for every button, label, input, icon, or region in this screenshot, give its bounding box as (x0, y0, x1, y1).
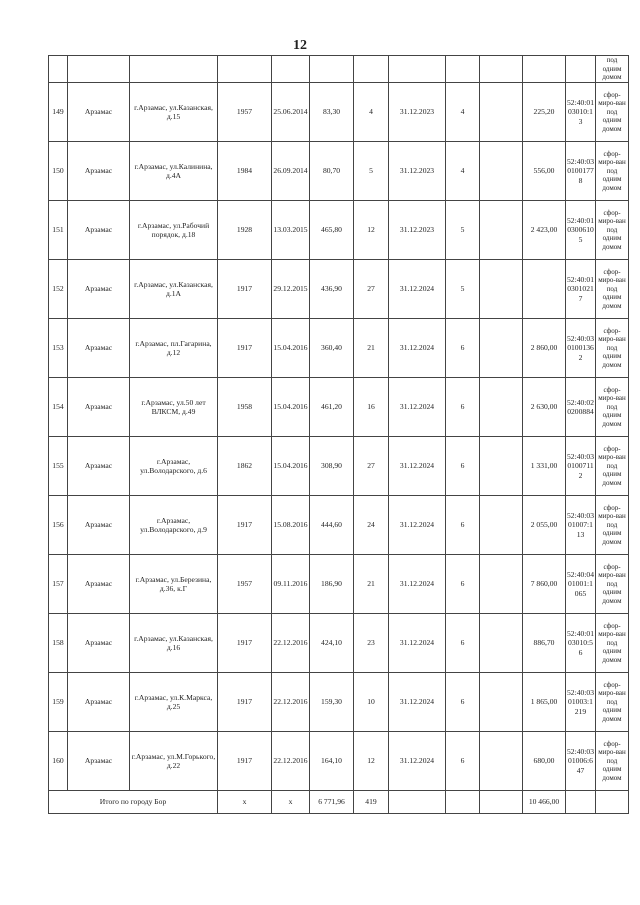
cell-year: 1862 (218, 437, 272, 496)
cell-extra (480, 673, 523, 732)
cell-year: 1917 (218, 319, 272, 378)
cell-cadastral: 52:40:0401001:1065 (566, 555, 596, 614)
continued-row (49, 56, 629, 83)
cell-place: Арзамас (68, 83, 130, 142)
cell-cadastral: 52:40:0103006105 (566, 201, 596, 260)
cell-cadastral: 52:40:0103010:56 (566, 614, 596, 673)
cell-stage: 5 (446, 260, 480, 319)
total-cadastral (566, 791, 596, 814)
cell-place: Арзамас (68, 555, 130, 614)
cell-residents (354, 56, 389, 83)
registry-body (49, 56, 629, 791)
cell-extra (480, 732, 523, 791)
cell-place: Арзамас (68, 673, 130, 732)
cell-amount: 2 630,00 (523, 378, 566, 437)
cell-cadastral (566, 56, 596, 83)
cell-amount: 886,70 (523, 614, 566, 673)
cell-date: 15.04.2016 (272, 378, 310, 437)
cell-extra (480, 614, 523, 673)
cell-year: 1957 (218, 83, 272, 142)
cell-address: г.Арзамас, ул.Казанская, д.16 (130, 614, 218, 673)
cell-deadline (389, 56, 446, 83)
cell-amount (523, 260, 566, 319)
cell-deadline: 31.12.2024 (389, 319, 446, 378)
table-row (49, 614, 629, 673)
cell-status: сфор-миро-ван под одним домом (596, 378, 629, 437)
cell-address (130, 56, 218, 83)
cell-status: сфор-миро-ван под одним домом (596, 201, 629, 260)
cell-residents: 5 (354, 142, 389, 201)
cell-date (272, 56, 310, 83)
cell-deadline: 31.12.2024 (389, 673, 446, 732)
cell-year: 1917 (218, 260, 272, 319)
cell-place (68, 56, 130, 83)
cell-cadastral: 52:40:0301001362 (566, 319, 596, 378)
cell-cadastral: 52:40:0301003:1219 (566, 673, 596, 732)
cell-deadline: 31.12.2023 (389, 142, 446, 201)
cell-area: 436,90 (310, 260, 354, 319)
cell-amount: 2 860,00 (523, 319, 566, 378)
cell-area: 83,30 (310, 83, 354, 142)
cell-num: 150 (49, 142, 68, 201)
cell-deadline: 31.12.2024 (389, 437, 446, 496)
cell-amount: 1 865,00 (523, 673, 566, 732)
total-extra (480, 791, 523, 814)
cell-num: 154 (49, 378, 68, 437)
cell-place: Арзамас (68, 319, 130, 378)
cell-num: 151 (49, 201, 68, 260)
cell-address: г.Арзамас, ул.Володарского, д.9 (130, 496, 218, 555)
cell-num: 159 (49, 673, 68, 732)
cell-status: сфор-миро-ван под одним домом (596, 83, 629, 142)
cell-area: 360,40 (310, 319, 354, 378)
cell-year (218, 56, 272, 83)
cell-status: сфор-миро-ван под одним домом (596, 555, 629, 614)
cell-year: 1928 (218, 201, 272, 260)
cell-deadline: 31.12.2023 (389, 83, 446, 142)
cell-stage: 6 (446, 673, 480, 732)
cell-residents: 21 (354, 555, 389, 614)
cell-status: сфор-миро-ван под одним домом (596, 732, 629, 791)
cell-area: 159,30 (310, 673, 354, 732)
table-row (49, 555, 629, 614)
cell-deadline: 31.12.2023 (389, 201, 446, 260)
cell-deadline: 31.12.2024 (389, 555, 446, 614)
table-row (49, 142, 629, 201)
cell-year: 1917 (218, 496, 272, 555)
total-date: х (272, 791, 310, 814)
cell-place: Арзамас (68, 437, 130, 496)
cell-residents: 10 (354, 673, 389, 732)
cell-year: 1917 (218, 614, 272, 673)
total-stage (446, 791, 480, 814)
cell-date: 15.04.2016 (272, 319, 310, 378)
total-amount: 10 466,00 (523, 791, 566, 814)
total-status (596, 791, 629, 814)
cell-extra (480, 260, 523, 319)
cell-num: 157 (49, 555, 68, 614)
cell-stage: 6 (446, 378, 480, 437)
cell-residents: 27 (354, 437, 389, 496)
cell-status: сфор-миро-ван под одним домом (596, 260, 629, 319)
cell-extra (480, 437, 523, 496)
total-deadline (389, 791, 446, 814)
cell-date: 09.11.2016 (272, 555, 310, 614)
cell-cadastral: 52:40:0103010:13 (566, 83, 596, 142)
cell-amount: 2 423,00 (523, 201, 566, 260)
cell-status: сфор-миро-ван под одним домом (596, 319, 629, 378)
cell-address: г.Арзамас, ул.К.Маркса, д.25 (130, 673, 218, 732)
cell-address: г.Арзамас, ул.Березина, д.36, к.Г (130, 555, 218, 614)
total-label: Итого по городу Бор (49, 791, 218, 814)
cell-extra (480, 555, 523, 614)
cell-extra (480, 83, 523, 142)
cell-cadastral: 52:40:0103010217 (566, 260, 596, 319)
cell-address: г.Арзамас, ул.Володарского, д.6 (130, 437, 218, 496)
total-residents: 419 (354, 791, 389, 814)
cell-area (310, 56, 354, 83)
cell-date: 29.12.2015 (272, 260, 310, 319)
cell-address: г.Арзамас, ул.50 лет ВЛКСМ, д.49 (130, 378, 218, 437)
cell-residents: 16 (354, 378, 389, 437)
cell-address: г.Арзамас, ул.Казанская, д.1А (130, 260, 218, 319)
table-row (49, 673, 629, 732)
cell-stage: 6 (446, 555, 480, 614)
cell-amount: 2 055,00 (523, 496, 566, 555)
cell-residents: 24 (354, 496, 389, 555)
cell-deadline: 31.12.2024 (389, 614, 446, 673)
cell-date: 22.12.2016 (272, 673, 310, 732)
cell-date: 15.08.2016 (272, 496, 310, 555)
cell-num: 158 (49, 614, 68, 673)
cell-num (49, 56, 68, 83)
cell-status: сфор-миро-ван под одним домом (596, 496, 629, 555)
total-area: 6 771,96 (310, 791, 354, 814)
cell-cadastral: 52:40:020200884 (566, 378, 596, 437)
cell-residents: 12 (354, 732, 389, 791)
cell-residents: 4 (354, 83, 389, 142)
table-row (49, 496, 629, 555)
cell-extra (480, 496, 523, 555)
cell-status: сфор-миро-ван под одним домом (596, 614, 629, 673)
cell-amount: 1 331,00 (523, 437, 566, 496)
cell-amount: 7 860,00 (523, 555, 566, 614)
cell-area: 465,80 (310, 201, 354, 260)
cell-extra (480, 56, 523, 83)
cell-address: г.Арзамас, ул.Рабочий порядок, д.18 (130, 201, 218, 260)
cell-stage: 6 (446, 319, 480, 378)
cell-area: 80,70 (310, 142, 354, 201)
cell-place: Арзамас (68, 732, 130, 791)
housing-registry-table (48, 55, 629, 814)
cell-year: 1917 (218, 673, 272, 732)
cell-status: под одним домом (596, 56, 629, 83)
cell-status: сфор-миро-ван под одним домом (596, 673, 629, 732)
cell-place: Арзамас (68, 378, 130, 437)
cell-cadastral: 52:40:0301007112 (566, 437, 596, 496)
cell-stage: 5 (446, 201, 480, 260)
cell-area: 424,10 (310, 614, 354, 673)
cell-cadastral: 52:40:0301006:647 (566, 732, 596, 791)
cell-extra (480, 201, 523, 260)
cell-num: 156 (49, 496, 68, 555)
cell-num: 153 (49, 319, 68, 378)
cell-year: 1917 (218, 732, 272, 791)
cell-status: сфор-миро-ван под одним домом (596, 142, 629, 201)
cell-residents: 12 (354, 201, 389, 260)
cell-year: 1958 (218, 378, 272, 437)
cell-date: 26.09.2014 (272, 142, 310, 201)
cell-address: г.Арзамас, пл.Гагарина, д.12 (130, 319, 218, 378)
table-row (49, 437, 629, 496)
cell-date: 25.06.2014 (272, 83, 310, 142)
table-row (49, 83, 629, 142)
total-row (49, 791, 629, 814)
cell-date: 13.03.2015 (272, 201, 310, 260)
cell-deadline: 31.12.2024 (389, 732, 446, 791)
cell-extra (480, 378, 523, 437)
cell-stage: 6 (446, 437, 480, 496)
cell-cadastral: 52:40:0301001778 (566, 142, 596, 201)
cell-address: г.Арзамас, ул.Калинина, д.4А (130, 142, 218, 201)
cell-place: Арзамас (68, 142, 130, 201)
cell-area: 164,10 (310, 732, 354, 791)
cell-place: Арзамас (68, 496, 130, 555)
cell-extra (480, 142, 523, 201)
cell-stage: 4 (446, 83, 480, 142)
cell-date: 15.04.2016 (272, 437, 310, 496)
table-row (49, 732, 629, 791)
cell-residents: 21 (354, 319, 389, 378)
cell-date: 22.12.2016 (272, 614, 310, 673)
cell-place: Арзамас (68, 614, 130, 673)
table-row (49, 260, 629, 319)
cell-amount: 556,00 (523, 142, 566, 201)
cell-address: г.Арзамас, ул.М.Горького, д.22 (130, 732, 218, 791)
cell-cadastral: 52:40:0301007:113 (566, 496, 596, 555)
cell-place: Арзамас (68, 260, 130, 319)
cell-area: 461,20 (310, 378, 354, 437)
cell-stage: 6 (446, 496, 480, 555)
cell-area: 308,90 (310, 437, 354, 496)
cell-num: 155 (49, 437, 68, 496)
cell-residents: 23 (354, 614, 389, 673)
cell-deadline: 31.12.2024 (389, 378, 446, 437)
table-row (49, 378, 629, 437)
cell-area: 444,60 (310, 496, 354, 555)
cell-stage: 4 (446, 142, 480, 201)
cell-status: сфор-миро-ван под одним домом (596, 437, 629, 496)
cell-extra (480, 319, 523, 378)
cell-year: 1957 (218, 555, 272, 614)
cell-deadline: 31.12.2024 (389, 260, 446, 319)
total-year: х (218, 791, 272, 814)
page-number: 12 (293, 38, 307, 53)
cell-amount: 225,20 (523, 83, 566, 142)
cell-residents: 27 (354, 260, 389, 319)
cell-area: 186,90 (310, 555, 354, 614)
cell-place: Арзамас (68, 201, 130, 260)
cell-num: 152 (49, 260, 68, 319)
cell-deadline: 31.12.2024 (389, 496, 446, 555)
cell-num: 160 (49, 732, 68, 791)
table-row (49, 201, 629, 260)
cell-amount: 680,00 (523, 732, 566, 791)
cell-stage: 6 (446, 732, 480, 791)
cell-year: 1984 (218, 142, 272, 201)
cell-stage: 6 (446, 614, 480, 673)
cell-stage (446, 56, 480, 83)
table-row (49, 319, 629, 378)
cell-amount (523, 56, 566, 83)
cell-num: 149 (49, 83, 68, 142)
cell-date: 22.12.2016 (272, 732, 310, 791)
cell-address: г.Арзамас, ул.Казанская, д.15 (130, 83, 218, 142)
